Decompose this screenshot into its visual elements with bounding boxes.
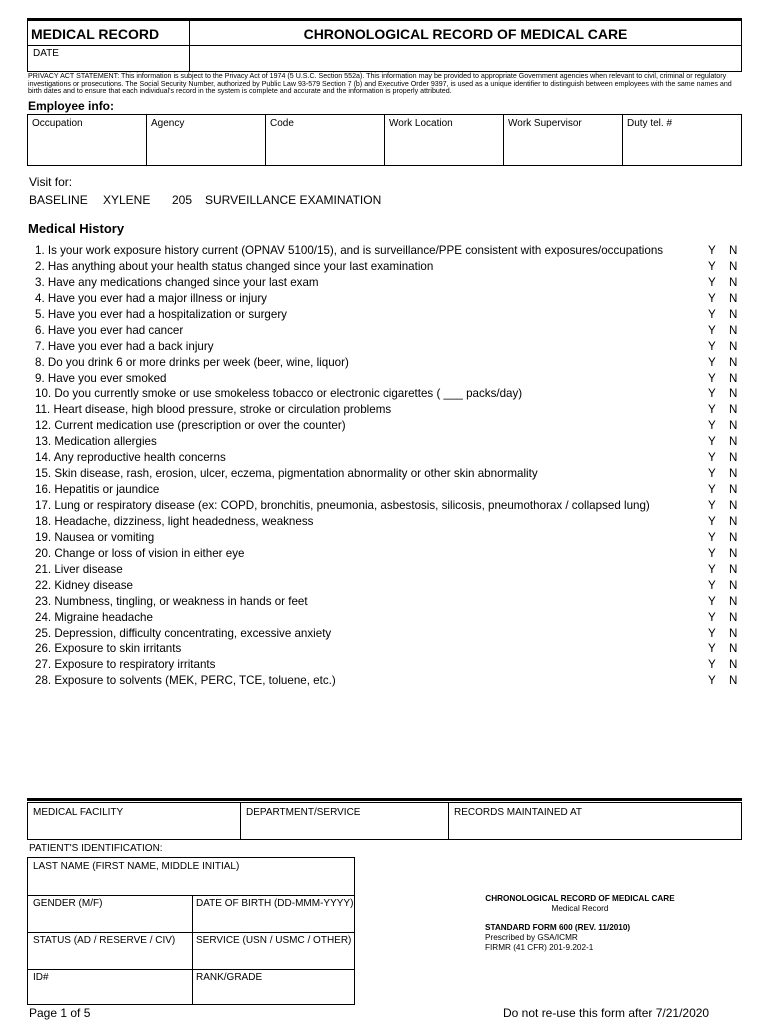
no-option[interactable]: N	[729, 562, 738, 576]
yes-option[interactable]: Y	[708, 562, 716, 576]
yes-option[interactable]: Y	[708, 387, 716, 401]
id-field[interactable]: ID#	[33, 972, 49, 983]
question-row	[35, 371, 745, 387]
no-option[interactable]: N	[729, 387, 738, 401]
employee-info-title: Employee info:	[28, 99, 115, 113]
form-info-block	[475, 894, 685, 952]
work-supervisor-field[interactable]: Work Supervisor	[504, 115, 623, 165]
question-row	[35, 482, 745, 498]
yes-option[interactable]: Y	[708, 451, 716, 465]
work-location-field[interactable]: Work Location	[385, 115, 504, 165]
yes-option[interactable]: Y	[708, 674, 716, 688]
question-row	[35, 641, 745, 657]
visit-type: BASELINE	[29, 193, 88, 207]
date-label: DATE	[33, 48, 59, 59]
question-text: 5. Have you ever had a hospitalization or surgery	[35, 307, 287, 321]
question-text: 4. Have you ever had a major illness or injury	[35, 291, 267, 305]
question-text: 9. Have you ever smoked	[35, 371, 167, 385]
yes-option[interactable]: Y	[708, 642, 716, 656]
question-row	[35, 450, 745, 466]
question-text: 25. Depression, difficulty concentrating, excessive anxiety	[35, 626, 332, 640]
question-text: 21. Liver disease	[35, 562, 123, 576]
medical-record-box	[28, 21, 190, 71]
question-row	[35, 355, 745, 371]
question-row	[35, 291, 745, 307]
no-option[interactable]: N	[729, 483, 738, 497]
yes-option[interactable]: Y	[708, 578, 716, 592]
no-option[interactable]: N	[729, 275, 738, 289]
question-text: 28. Exposure to solvents (MEK, PERC, TCE, toluene, etc.)	[35, 674, 336, 688]
no-option[interactable]: N	[729, 578, 738, 592]
yes-option[interactable]: Y	[708, 514, 716, 528]
page-number: Page 1 of 5	[29, 1006, 91, 1020]
employee-info-table	[27, 114, 742, 166]
no-option[interactable]: N	[729, 467, 738, 481]
form-main-title: CHRONOLOGICAL RECORD OF MEDICAL CARE	[303, 26, 628, 42]
reuse-notice: Do not re-use this form after 7/21/2020	[503, 1006, 710, 1020]
form-header	[27, 18, 742, 72]
firmr: FIRMR (41 CFR) 201-9.202-1	[485, 943, 594, 952]
form-info-subtitle: Medical Record	[551, 904, 609, 913]
visit-for-label: Visit for:	[29, 175, 73, 189]
yes-option[interactable]: Y	[708, 530, 716, 544]
question-row	[35, 626, 745, 642]
records-maintained-field[interactable]: RECORDS MAINTAINED AT	[454, 807, 582, 818]
question-text: 12. Current medication use (prescription or over the counter)	[35, 419, 346, 433]
yes-option[interactable]: Y	[708, 594, 716, 608]
question-row	[35, 243, 745, 259]
gender-field[interactable]: GENDER (M/F)	[33, 898, 103, 909]
question-row	[35, 418, 745, 434]
question-text: 27. Exposure to respiratory irritants	[35, 658, 216, 672]
no-option[interactable]: N	[729, 339, 738, 353]
question-row	[35, 673, 745, 689]
privacy-statement: PRIVACY ACT STATEMENT: This information is subject to the Privacy Act of 1974 (5 U.S.C. Section 552a). This information may be provided to appropriate Government agencies when relevant to civil, criminal or regulatory investigations or prosecutions. The Social Security Number, authorized by Public Law 93-579 Section 7 (b) and Executive Order 9397, is used as a unique identifier to distinguish between employees with the same names and birth dates and to ensure that each individual's record in the system is complete and accurate and the information is properly attributed.	[28, 72, 732, 96]
patient-id-table	[27, 857, 355, 1005]
question-text: 16. Hepatitis or jaundice	[35, 483, 160, 497]
department-field[interactable]: DEPARTMENT/SERVICE	[241, 803, 449, 839]
yes-option[interactable]: Y	[708, 244, 716, 257]
question-row	[35, 434, 745, 450]
no-option[interactable]: N	[729, 323, 738, 337]
no-option[interactable]: N	[729, 499, 738, 512]
yes-option[interactable]: Y	[708, 403, 716, 417]
medical-record-title: MEDICAL RECORD	[31, 26, 160, 42]
dob-field[interactable]: DATE OF BIRTH (DD-MMM-YYYY)	[196, 898, 354, 909]
no-option[interactable]: N	[729, 419, 738, 433]
question-row	[35, 339, 745, 355]
rank-field[interactable]: RANK/GRADE	[196, 972, 263, 983]
question-text: 8. Do you drink 6 or more drinks per week (beer, wine, liquor)	[35, 355, 349, 369]
yes-option[interactable]: Y	[708, 499, 716, 512]
no-option[interactable]: N	[729, 594, 738, 608]
no-option[interactable]: N	[729, 371, 738, 385]
question-row	[35, 594, 745, 610]
question-row	[35, 657, 745, 673]
visit-exam: SURVEILLANCE EXAMINATION	[205, 193, 382, 207]
yes-option[interactable]: Y	[708, 467, 716, 481]
question-row	[35, 275, 745, 291]
question-text: 26. Exposure to skin irritants	[35, 642, 182, 656]
question-text: 15. Skin disease, rash, erosion, ulcer, eczema, pigmentation abnormality or other skin abnormality	[35, 467, 538, 481]
visit-agent: XYLENE	[103, 193, 151, 207]
question-text: 19. Nausea or vomiting	[35, 530, 155, 544]
question-text: 14. Any reproductive health concerns	[35, 451, 226, 465]
yes-option[interactable]: Y	[708, 546, 716, 560]
no-option[interactable]: N	[729, 610, 738, 624]
question-text: 11. Heart disease, high blood pressure, stroke or circulation problems	[35, 403, 392, 417]
patient-id-title: PATIENT'S IDENTIFICATION:	[29, 843, 163, 854]
no-option[interactable]: N	[729, 259, 738, 273]
no-option[interactable]: N	[729, 626, 738, 640]
yes-option[interactable]: Y	[708, 483, 716, 497]
facility-table	[27, 802, 742, 840]
yes-option[interactable]: Y	[708, 259, 716, 273]
question-text: 10. Do you currently smoke or use smokeless tobacco or electronic cigarettes ( ___ packs/day)	[35, 387, 523, 401]
no-option[interactable]: N	[729, 291, 738, 305]
question-text: 1. Is your work exposure history current (OPNAV 5100/15), and is surveillance/PPE consistent with exposures/occupations	[35, 244, 664, 257]
question-row	[35, 578, 745, 594]
no-option[interactable]: N	[729, 307, 738, 321]
medical-facility-field[interactable]: MEDICAL FACILITY	[28, 803, 241, 839]
question-row	[35, 386, 745, 402]
form-info-title: CHRONOLOGICAL RECORD OF MEDICAL CARE	[485, 894, 675, 903]
question-row	[35, 259, 745, 275]
agency-field[interactable]: Agency	[147, 115, 266, 165]
no-option[interactable]: N	[729, 403, 738, 417]
question-text: 2. Has anything about your health status changed since your last examination	[35, 259, 434, 273]
question-row	[35, 498, 745, 514]
question-text: 3. Have any medications changed since your last exam	[35, 275, 319, 289]
occupation-field[interactable]: Occupation	[28, 115, 147, 165]
question-row	[35, 323, 745, 339]
prescribed-by: Prescribed by GSA/ICMR	[485, 933, 578, 942]
question-row	[35, 546, 745, 562]
yes-option[interactable]: Y	[708, 323, 716, 337]
question-text: 23. Numbness, tingling, or weakness in hands or feet	[35, 594, 308, 608]
yes-option[interactable]: Y	[708, 291, 716, 305]
medical-history-list	[35, 243, 745, 689]
last-name-field[interactable]: LAST NAME (FIRST NAME, MIDDLE INITIAL)	[33, 861, 240, 872]
question-text: 7. Have you ever had a back injury	[35, 339, 214, 353]
yes-option[interactable]: Y	[708, 658, 716, 672]
yes-option[interactable]: Y	[708, 307, 716, 321]
no-option[interactable]: N	[729, 435, 738, 449]
visit-code: 205	[172, 193, 193, 207]
question-row	[35, 610, 745, 626]
no-option[interactable]: N	[729, 244, 738, 257]
question-text: 18. Headache, dizziness, light headedness, weakness	[35, 514, 314, 528]
yes-option[interactable]: Y	[708, 275, 716, 289]
no-option[interactable]: N	[729, 355, 738, 369]
duty-tel-field[interactable]: Duty tel. #	[627, 118, 673, 129]
yes-option[interactable]: Y	[708, 355, 716, 369]
service-field[interactable]: SERVICE (USN / USMC / OTHER)	[196, 935, 352, 946]
yes-option[interactable]: Y	[708, 610, 716, 624]
question-text: 6. Have you ever had cancer	[35, 323, 184, 337]
yes-option[interactable]: Y	[708, 419, 716, 433]
question-text: 13. Medication allergies	[35, 435, 157, 449]
no-option[interactable]: N	[729, 642, 738, 656]
question-text: 20. Change or loss of vision in either eye	[35, 546, 245, 560]
question-row	[35, 402, 745, 418]
question-row	[35, 530, 745, 546]
no-option[interactable]: N	[729, 546, 738, 560]
no-option[interactable]: N	[729, 658, 738, 672]
visit-line	[29, 193, 381, 207]
question-text: 22. Kidney disease	[35, 578, 133, 592]
yes-option[interactable]: Y	[708, 371, 716, 385]
no-option[interactable]: N	[729, 514, 738, 528]
question-text: 17. Lung or respiratory disease (ex: COPD, bronchitis, pneumonia, asbestosis, silicosis, pneumothorax / collapsed lung)	[35, 499, 650, 512]
question-text: 24. Migraine headache	[35, 610, 153, 624]
form-number: STANDARD FORM 600 (REV. 11/2010)	[485, 923, 631, 932]
status-field[interactable]: STATUS (AD / RESERVE / CIV)	[33, 935, 176, 946]
yes-option[interactable]: Y	[708, 626, 716, 640]
question-row	[35, 514, 745, 530]
question-row	[35, 307, 745, 323]
no-option[interactable]: N	[729, 530, 738, 544]
question-row	[35, 466, 745, 482]
divider	[27, 798, 742, 801]
no-option[interactable]: N	[729, 451, 738, 465]
no-option[interactable]: N	[729, 674, 738, 688]
code-field[interactable]: Code	[266, 115, 385, 165]
question-row	[35, 562, 745, 578]
yes-option[interactable]: Y	[708, 435, 716, 449]
medical-history-title: Medical History	[28, 221, 125, 236]
yes-option[interactable]: Y	[708, 339, 716, 353]
